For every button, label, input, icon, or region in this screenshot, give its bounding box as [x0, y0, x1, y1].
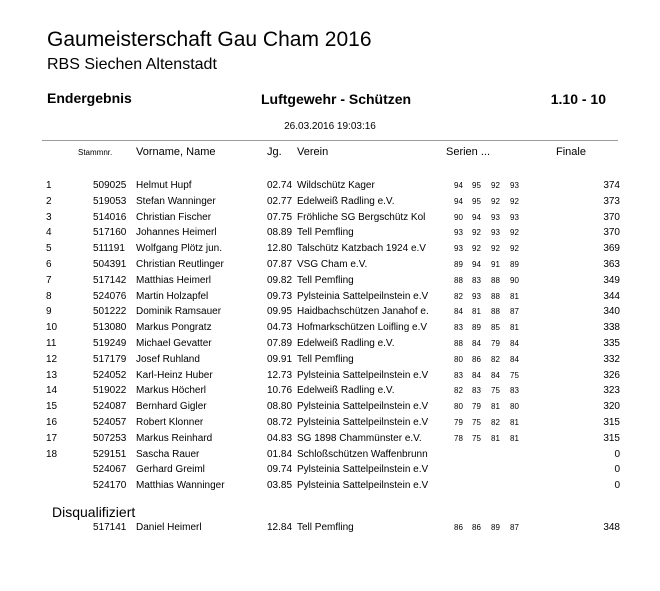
table-row: [0, 210, 660, 226]
jg-cell: 09.74: [267, 464, 293, 476]
serie-3-cell: 88: [491, 275, 500, 285]
verein-cell: Wildschütz Kager: [297, 180, 375, 191]
jg-cell: 12.80: [267, 243, 293, 255]
serie-4-cell: 90: [510, 275, 519, 285]
serie-1-cell: 93: [454, 228, 463, 238]
serie-2-cell: 94: [472, 259, 481, 269]
serie-2-cell: 92: [472, 228, 481, 238]
stammnr-cell: 519053: [93, 195, 127, 207]
serie-2-cell: 95: [472, 181, 481, 190]
serie-2-cell: 95: [472, 196, 481, 206]
print-datetime: 26.03.2016 19:03:16: [284, 121, 376, 132]
rank-cell: 17: [46, 432, 58, 444]
rank-cell: 9: [46, 306, 52, 318]
finale-cell: 374: [603, 180, 620, 191]
serie-2-cell: 75: [472, 433, 481, 443]
stammnr-cell: 504391: [93, 258, 127, 270]
serie-1-cell: 94: [454, 196, 463, 206]
serie-1-cell: 80: [454, 402, 463, 412]
finale-cell: 373: [603, 195, 620, 207]
table-row: [0, 336, 660, 352]
finale-cell: 0: [614, 480, 620, 492]
serie-1-cell: 82: [454, 386, 463, 396]
name-cell: Josef Ruhland: [136, 353, 200, 365]
table-row: [0, 178, 660, 194]
finale-cell: 340: [603, 306, 620, 318]
name-cell: Christian Reutlinger: [136, 258, 224, 270]
table-row: [0, 520, 660, 536]
finale-cell: 370: [603, 227, 620, 239]
serie-4-cell: 84: [510, 354, 519, 364]
serie-1-cell: 78: [454, 433, 463, 443]
jg-cell: 09.82: [267, 274, 293, 286]
serie-2-cell: 89: [472, 323, 481, 333]
serie-4-cell: 81: [510, 417, 519, 427]
serie-4-cell: 87: [510, 523, 519, 532]
finale-cell: 332: [603, 353, 620, 365]
verein-cell: Edelweiß Radling e.V.: [297, 195, 395, 207]
stammnr-cell: 517142: [93, 274, 127, 286]
finale-cell: 363: [603, 258, 620, 270]
verein-cell: Pylsteinia Sattelpeilnstein e.V: [297, 401, 429, 413]
serie-2-cell: 86: [472, 354, 481, 364]
stammnr-cell: 513080: [93, 322, 127, 334]
serie-4-cell: 87: [510, 307, 519, 317]
verein-cell: Hofmarkschützen Loifling e.V: [297, 322, 428, 334]
table-row: [0, 462, 660, 478]
serie-1-cell: 90: [454, 212, 463, 222]
finale-cell: 0: [614, 448, 620, 460]
stammnr-cell: 519249: [93, 337, 127, 349]
rank-cell: 1: [46, 180, 52, 191]
serie-1-cell: 84: [454, 307, 463, 317]
serie-1-cell: 82: [454, 291, 463, 301]
serie-2-cell: 83: [472, 386, 481, 396]
serie-3-cell: 82: [491, 417, 500, 427]
stammnr-cell: 517141: [93, 522, 127, 533]
name-cell: Bernhard Gigler: [136, 401, 207, 413]
serie-3-cell: 75: [491, 386, 500, 396]
finale-cell: 320: [603, 401, 620, 413]
rank-cell: 7: [46, 274, 52, 286]
serie-4-cell: 81: [510, 291, 519, 301]
verein-cell: Tell Pemfling: [297, 353, 354, 365]
jg-cell: 09.91: [267, 353, 293, 365]
table-row: [0, 352, 660, 368]
verein-cell: VSG Cham e.V.: [297, 258, 368, 270]
serie-3-cell: 89: [491, 523, 500, 532]
rank-cell: 10: [46, 322, 58, 334]
finale-cell: 326: [603, 369, 620, 381]
serie-3-cell: 92: [491, 196, 500, 206]
jg-cell: 12.84: [267, 522, 293, 533]
name-cell: Martin Holzapfel: [136, 290, 209, 302]
discipline: Luftgewehr - Schützen: [261, 91, 412, 107]
serie-3-cell: 88: [491, 307, 500, 317]
verein-cell: Fröhliche SG Bergschütz Kol: [297, 211, 426, 223]
stammnr-cell: 519022: [93, 385, 127, 397]
name-cell: Dominik Ramsauer: [136, 306, 222, 318]
serie-3-cell: 79: [491, 338, 500, 348]
name-cell: Gerhard Greiml: [136, 464, 205, 476]
rank-cell: 14: [46, 385, 58, 397]
serie-3-cell: 91: [491, 259, 500, 269]
verein-cell: Talschütz Katzbach 1924 e.V: [297, 243, 426, 255]
serie-1-cell: 89: [454, 259, 463, 269]
disqualified-heading: Disqualifiziert: [52, 504, 136, 520]
serie-3-cell: 88: [491, 291, 500, 301]
table-row: [0, 383, 660, 399]
serie-1-cell: 88: [454, 338, 463, 348]
serie-4-cell: 92: [510, 244, 519, 254]
rank-cell: 5: [46, 243, 52, 255]
serie-3-cell: 93: [491, 212, 500, 222]
finale-cell: 338: [603, 322, 620, 334]
verein-cell: Pylsteinia Sattelpeilnstein e.V: [297, 290, 429, 302]
jg-cell: 09.73: [267, 290, 293, 302]
name-cell: Karl-Heinz Huber: [136, 369, 213, 381]
table-row: [0, 447, 660, 463]
stammnr-cell: 524087: [93, 401, 127, 413]
jg-cell: 10.76: [267, 385, 293, 397]
stammnr-cell: 517160: [93, 227, 127, 239]
table-row: [0, 273, 660, 289]
serie-3-cell: 85: [491, 323, 500, 333]
serie-4-cell: 80: [510, 402, 519, 412]
name-cell: Stefan Wanninger: [136, 195, 216, 207]
table-row: [0, 368, 660, 384]
table-row: [0, 304, 660, 320]
col-finale: Finale: [556, 146, 586, 158]
serie-1-cell: 83: [454, 370, 463, 380]
serie-4-cell: 81: [510, 433, 519, 443]
name-cell: Markus Reinhard: [136, 432, 213, 444]
jg-cell: 04.73: [267, 322, 293, 334]
jg-cell: 02.74: [267, 180, 293, 191]
serie-2-cell: 81: [472, 307, 481, 317]
serie-4-cell: 89: [510, 259, 519, 269]
stammnr-cell: 524067: [93, 464, 127, 476]
rank-cell: 8: [46, 290, 52, 302]
table-row: [0, 257, 660, 273]
jg-cell: 03.85: [267, 480, 293, 492]
serie-1-cell: 88: [454, 275, 463, 285]
serie-4-cell: 75: [510, 370, 519, 380]
finale-cell: 323: [603, 385, 620, 397]
table-row: [0, 194, 660, 210]
serie-3-cell: 82: [491, 354, 500, 364]
report-subtitle: RBS Siechen Altenstadt: [47, 56, 217, 73]
verein-cell: Tell Pemfling: [297, 522, 354, 533]
report-title: Gaumeisterschaft Gau Cham 2016: [47, 28, 372, 51]
name-cell: Sascha Rauer: [136, 448, 200, 460]
jg-cell: 08.72: [267, 416, 293, 428]
finale-cell: 335: [603, 337, 620, 349]
stammnr-cell: 509025: [93, 180, 127, 191]
finale-cell: 0: [614, 464, 620, 476]
serie-4-cell: 81: [510, 323, 519, 333]
serie-4-cell: 84: [510, 338, 519, 348]
jg-cell: 02.77: [267, 195, 293, 207]
col-serien: Serien ...: [446, 146, 491, 158]
serie-4-cell: 83: [510, 386, 519, 396]
name-cell: Markus Pongratz: [136, 322, 212, 334]
name-cell: Robert Klonner: [136, 416, 204, 428]
stammnr-cell: 514016: [93, 211, 127, 223]
name-cell: Daniel Heimerl: [136, 522, 202, 533]
serie-3-cell: 93: [491, 228, 500, 238]
rank-cell: 13: [46, 369, 58, 381]
rank-cell: 15: [46, 401, 58, 413]
finale-cell: 315: [603, 416, 620, 428]
serie-1-cell: 86: [454, 523, 463, 532]
stammnr-cell: 524052: [93, 369, 127, 381]
verein-cell: Edelweiß Radling e.V.: [297, 385, 395, 397]
verein-cell: Edelweiß Radling e.V.: [297, 337, 395, 349]
jg-cell: 07.75: [267, 211, 293, 223]
serie-3-cell: 81: [491, 402, 500, 412]
serie-4-cell: 93: [510, 212, 519, 222]
jg-cell: 08.89: [267, 227, 293, 239]
verein-cell: Pylsteinia Sattelpeilnstein e.V: [297, 480, 429, 492]
jg-cell: 07.87: [267, 258, 293, 270]
rank-cell: 16: [46, 416, 58, 428]
table-row: [0, 241, 660, 257]
name-cell: Johannes Heimerl: [136, 227, 217, 239]
finale-cell: 370: [603, 211, 620, 223]
table-row: [0, 320, 660, 336]
verein-cell: Tell Pemfling: [297, 274, 354, 286]
results-table: [0, 178, 660, 494]
name-cell: Christian Fischer: [136, 211, 212, 223]
class-code: 1.10 - 10: [550, 91, 606, 107]
verein-cell: Schloßschützen Waffenbrunn: [297, 448, 428, 460]
serie-1-cell: 94: [454, 181, 463, 190]
verein-cell: Haidbachschützen Janahof e.: [297, 306, 429, 318]
table-row: [0, 399, 660, 415]
serie-1-cell: 80: [454, 354, 463, 364]
serie-2-cell: 84: [472, 338, 481, 348]
serie-4-cell: 93: [510, 181, 519, 190]
name-cell: Matthias Wanninger: [136, 480, 225, 492]
rank-cell: 2: [46, 195, 52, 207]
table-row: [0, 225, 660, 241]
jg-cell: 09.95: [267, 306, 293, 318]
verein-cell: Tell Pemfling: [297, 227, 354, 239]
col-name: Vorname, Name: [136, 146, 216, 158]
rank-cell: 4: [46, 227, 52, 239]
col-jg: Jg.: [267, 146, 282, 158]
verein-cell: SG 1898 Chammünster e.V.: [297, 432, 422, 444]
col-stammnr: Stammnr.: [78, 148, 113, 157]
serie-1-cell: 93: [454, 244, 463, 254]
finale-cell: 344: [603, 290, 620, 302]
verein-cell: Pylsteinia Sattelpeilnstein e.V: [297, 369, 429, 381]
serie-3-cell: 92: [491, 244, 500, 254]
table-row: [0, 415, 660, 431]
stammnr-cell: 517179: [93, 353, 127, 365]
finale-cell: 348: [603, 522, 620, 533]
stammnr-cell: 524057: [93, 416, 127, 428]
header-divider: [42, 140, 618, 141]
name-cell: Michael Gevatter: [136, 337, 212, 349]
jg-cell: 04.83: [267, 432, 293, 444]
serie-2-cell: 75: [472, 417, 481, 427]
jg-cell: 12.73: [267, 369, 293, 381]
serie-3-cell: 92: [491, 181, 500, 190]
rank-cell: 12: [46, 353, 58, 365]
name-cell: Wolfgang Plötz jun.: [136, 243, 222, 255]
serie-3-cell: 81: [491, 433, 500, 443]
serie-2-cell: 93: [472, 291, 481, 301]
rank-cell: 6: [46, 258, 52, 270]
finale-cell: 349: [603, 274, 620, 286]
finale-cell: 369: [603, 243, 620, 255]
serie-1-cell: 83: [454, 323, 463, 333]
stammnr-cell: 524170: [93, 480, 127, 492]
serie-2-cell: 84: [472, 370, 481, 380]
serie-2-cell: 86: [472, 523, 481, 532]
serie-1-cell: 79: [454, 417, 463, 427]
col-verein: Verein: [297, 146, 329, 158]
jg-cell: 08.80: [267, 401, 293, 413]
stammnr-cell: 524076: [93, 290, 127, 302]
name-cell: Helmut Hupf: [136, 180, 192, 191]
table-row: [0, 431, 660, 447]
name-cell: Matthias Heimerl: [136, 274, 212, 286]
result-type: Endergebnis: [47, 90, 132, 106]
serie-2-cell: 79: [472, 402, 481, 412]
serie-4-cell: 92: [510, 228, 519, 238]
stammnr-cell: 507253: [93, 432, 127, 444]
rank-cell: 11: [46, 337, 57, 349]
rank-cell: 3: [46, 211, 52, 223]
serie-2-cell: 92: [472, 244, 481, 254]
serie-2-cell: 94: [472, 212, 481, 222]
rank-cell: 18: [46, 448, 58, 460]
serie-3-cell: 84: [491, 370, 500, 380]
serie-2-cell: 83: [472, 275, 481, 285]
finale-cell: 315: [603, 432, 620, 444]
serie-4-cell: 92: [510, 196, 519, 206]
jg-cell: 01.84: [267, 448, 293, 460]
name-cell: Markus Höcherl: [136, 385, 207, 397]
stammnr-cell: 501222: [93, 306, 127, 318]
table-row: [0, 478, 660, 494]
stammnr-cell: 529151: [93, 448, 127, 460]
table-row: [0, 289, 660, 305]
verein-cell: Pylsteinia Sattelpeilnstein e.V: [297, 464, 429, 476]
stammnr-cell: 511191: [93, 243, 125, 255]
disqualified-table: [0, 520, 660, 536]
jg-cell: 07.89: [267, 337, 293, 349]
verein-cell: Pylsteinia Sattelpeilnstein e.V: [297, 416, 429, 428]
